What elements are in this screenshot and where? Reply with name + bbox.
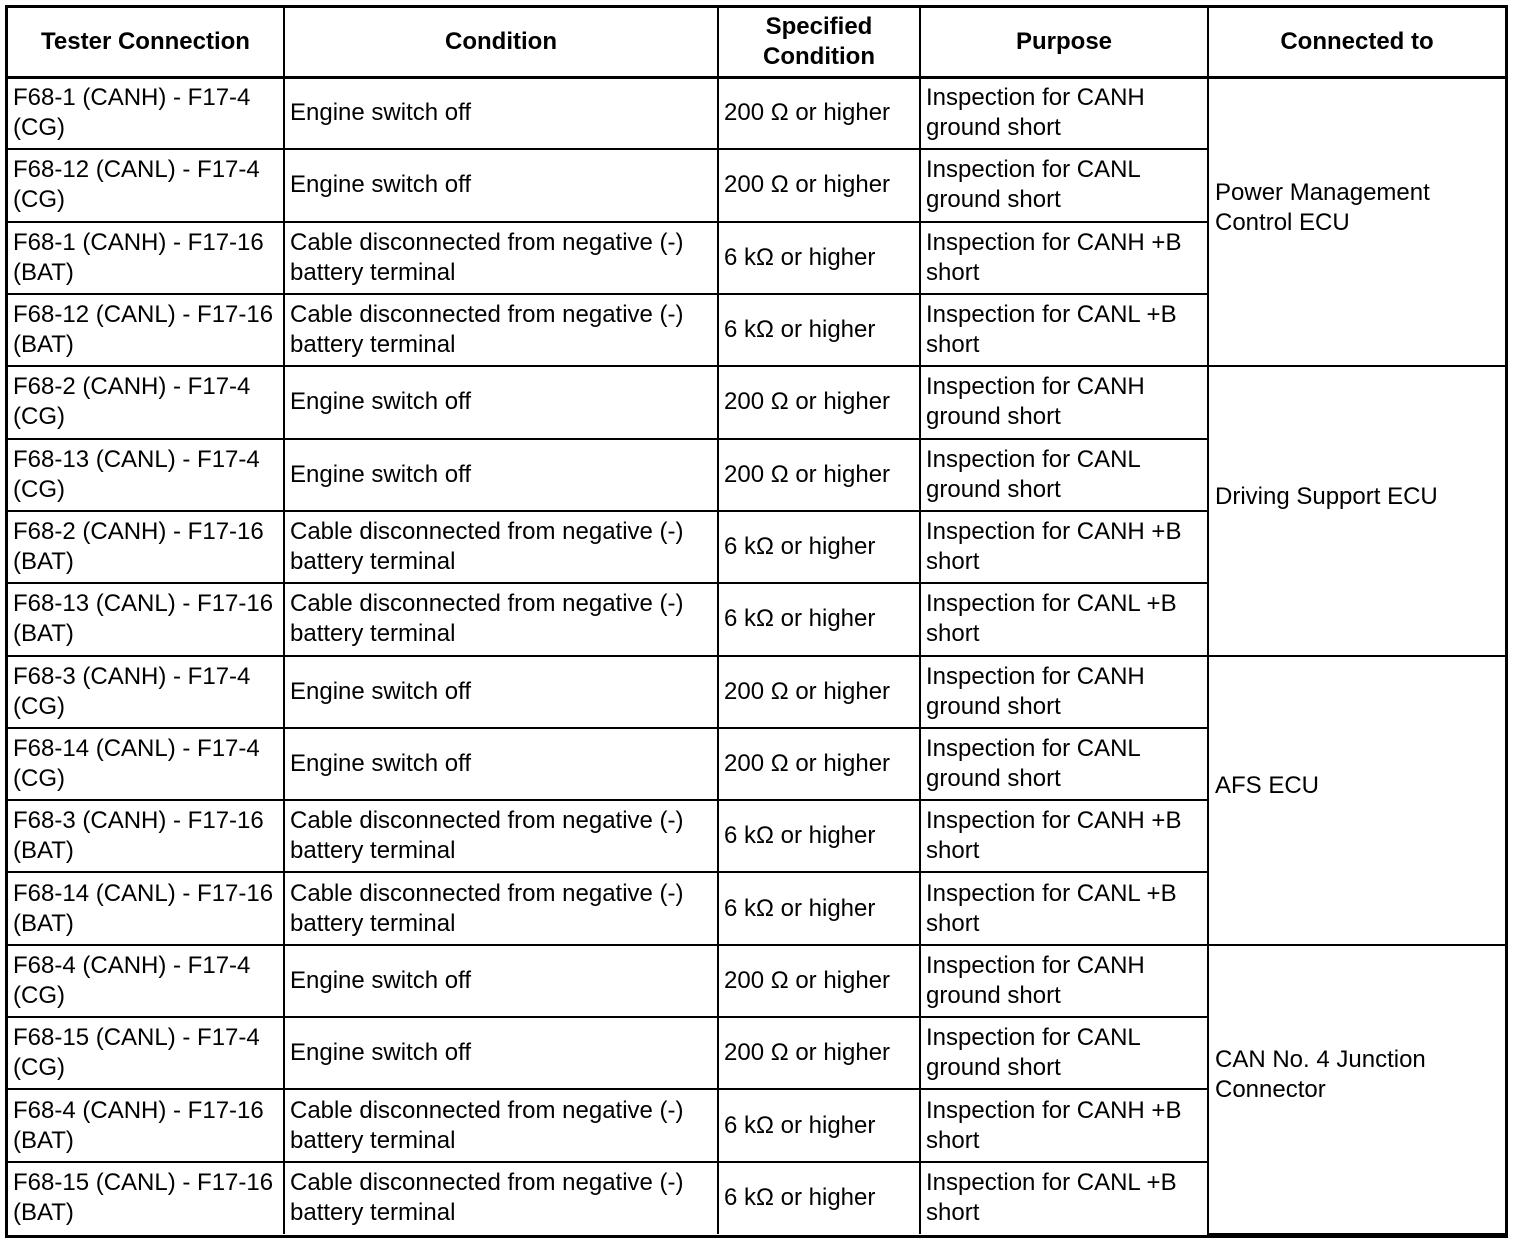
specified-condition-cell: 6 kΩ or higher: [718, 872, 920, 944]
tester-connection-cell: F68-12 (CANL) - F17-16 (BAT): [8, 294, 284, 366]
tester-connection-cell: F68-4 (CANH) - F17-16 (BAT): [8, 1089, 284, 1161]
header-specified-condition: Specified Condition: [718, 8, 920, 77]
purpose-cell: Inspection for CANL +B short: [920, 583, 1208, 655]
condition-cell: Engine switch off: [284, 366, 718, 438]
specified-condition-cell: 200 Ω or higher: [718, 149, 920, 221]
tester-connection-cell: F68-1 (CANH) - F17-4 (CG): [8, 77, 284, 149]
can-inspection-table: [8, 8, 1505, 1235]
connected-to-cell: [1208, 77, 1505, 366]
header-tester-connection: Tester Connection: [8, 8, 284, 77]
specified-condition-cell: 200 Ω or higher: [718, 945, 920, 1017]
table-row: [8, 366, 1505, 438]
purpose-cell: Inspection for CANH ground short: [920, 77, 1208, 149]
tester-connection-cell: F68-13 (CANL) - F17-4 (CG): [8, 439, 284, 511]
purpose-cell: Inspection for CANL +B short: [920, 294, 1208, 366]
specified-condition-cell: 6 kΩ or higher: [718, 222, 920, 294]
inspection-table-frame: [5, 5, 1508, 1238]
purpose-cell: Inspection for CANH ground short: [920, 366, 1208, 438]
specified-condition-cell: 200 Ω or higher: [718, 1017, 920, 1089]
purpose-cell: Inspection for CANH ground short: [920, 945, 1208, 1017]
purpose-cell: Inspection for CANH +B short: [920, 1089, 1208, 1161]
purpose-cell: Inspection for CANL +B short: [920, 872, 1208, 944]
specified-condition-cell: 200 Ω or higher: [718, 728, 920, 800]
tester-connection-cell: F68-14 (CANL) - F17-16 (BAT): [8, 872, 284, 944]
specified-condition-cell: 6 kΩ or higher: [718, 294, 920, 366]
tester-connection-cell: F68-14 (CANL) - F17-4 (CG): [8, 728, 284, 800]
purpose-cell: Inspection for CANL ground short: [920, 439, 1208, 511]
connected-to-cell: [1208, 366, 1505, 655]
table-row: [8, 656, 1505, 728]
tester-connection-cell: F68-2 (CANH) - F17-4 (CG): [8, 366, 284, 438]
specified-condition-cell: 200 Ω or higher: [718, 656, 920, 728]
condition-cell: Cable disconnected from negative (-) battery terminal: [284, 511, 718, 583]
table-header-row: [8, 8, 1505, 77]
condition-cell: Engine switch off: [284, 149, 718, 221]
connected-to-label: Power Management Control ECU: [1215, 178, 1430, 236]
condition-cell: Engine switch off: [284, 77, 718, 149]
condition-cell: Cable disconnected from negative (-) battery terminal: [284, 1162, 718, 1234]
tester-connection-cell: F68-15 (CANL) - F17-16 (BAT): [8, 1162, 284, 1234]
header-connected-to: Connected to: [1208, 8, 1505, 77]
purpose-cell: Inspection for CANH +B short: [920, 222, 1208, 294]
purpose-cell: Inspection for CANL ground short: [920, 149, 1208, 221]
connected-to-label: CAN No. 4 Junction Connector: [1215, 1046, 1426, 1104]
purpose-cell: Inspection for CANL ground short: [920, 728, 1208, 800]
tester-connection-cell: F68-15 (CANL) - F17-4 (CG): [8, 1017, 284, 1089]
table-body: [8, 77, 1505, 1234]
condition-cell: Engine switch off: [284, 728, 718, 800]
specified-condition-cell: 6 kΩ or higher: [718, 511, 920, 583]
condition-cell: Cable disconnected from negative (-) battery terminal: [284, 872, 718, 944]
condition-cell: Cable disconnected from negative (-) battery terminal: [284, 1089, 718, 1161]
tester-connection-cell: F68-1 (CANH) - F17-16 (BAT): [8, 222, 284, 294]
condition-cell: Engine switch off: [284, 945, 718, 1017]
tester-connection-cell: F68-12 (CANL) - F17-4 (CG): [8, 149, 284, 221]
purpose-cell: Inspection for CANL ground short: [920, 1017, 1208, 1089]
purpose-cell: Inspection for CANL +B short: [920, 1162, 1208, 1234]
condition-cell: Cable disconnected from negative (-) battery terminal: [284, 800, 718, 872]
specified-condition-cell: 6 kΩ or higher: [718, 800, 920, 872]
table-row: [8, 77, 1505, 149]
tester-connection-cell: F68-3 (CANH) - F17-16 (BAT): [8, 800, 284, 872]
header-condition: Condition: [284, 8, 718, 77]
condition-cell: Engine switch off: [284, 1017, 718, 1089]
specified-condition-cell: 200 Ω or higher: [718, 439, 920, 511]
purpose-cell: Inspection for CANH +B short: [920, 511, 1208, 583]
specified-condition-cell: 200 Ω or higher: [718, 366, 920, 438]
connected-to-label: AFS ECU: [1215, 772, 1320, 800]
specified-condition-cell: 200 Ω or higher: [718, 77, 920, 149]
table-row: [8, 945, 1505, 1017]
condition-cell: Cable disconnected from negative (-) battery terminal: [284, 583, 718, 655]
specified-condition-cell: 6 kΩ or higher: [718, 583, 920, 655]
connected-to-cell: [1208, 945, 1505, 1234]
tester-connection-cell: F68-3 (CANH) - F17-4 (CG): [8, 656, 284, 728]
purpose-cell: Inspection for CANH ground short: [920, 656, 1208, 728]
connected-to-label: Driving Support ECU: [1215, 482, 1438, 510]
purpose-cell: Inspection for CANH +B short: [920, 800, 1208, 872]
specified-condition-cell: 6 kΩ or higher: [718, 1089, 920, 1161]
connected-to-cell: [1208, 656, 1505, 945]
header-purpose: Purpose: [920, 8, 1208, 77]
condition-cell: Engine switch off: [284, 656, 718, 728]
tester-connection-cell: F68-4 (CANH) - F17-4 (CG): [8, 945, 284, 1017]
condition-cell: Engine switch off: [284, 439, 718, 511]
condition-cell: Cable disconnected from negative (-) battery terminal: [284, 222, 718, 294]
tester-connection-cell: F68-13 (CANL) - F17-16 (BAT): [8, 583, 284, 655]
condition-cell: Cable disconnected from negative (-) battery terminal: [284, 294, 718, 366]
tester-connection-cell: F68-2 (CANH) - F17-16 (BAT): [8, 511, 284, 583]
specified-condition-cell: 6 kΩ or higher: [718, 1162, 920, 1234]
